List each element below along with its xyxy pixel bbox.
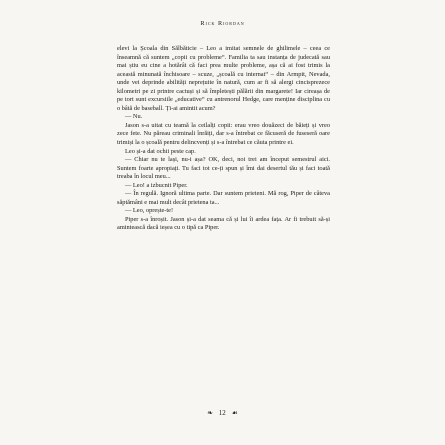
paragraph: Piper s-a înroșit. Jason și-a dat seama că și lui îi ardea fața. Ar fi trebuit să-și amintească dacă ieșea cu o tipă ca Piper.	[117, 215, 330, 232]
paragraph: Jason s-a uitat cu teamă la ceilalți copii: erau vreo douăzeci de băieți și vreo zece fete. Nu păreau criminali înrăiți, dar s-a întrebat ce făcuseră de fuseseră oare trimiși la o școală pentru delincvenți și s-a întrebat ce căuta printre ei.	[117, 121, 330, 147]
body-text	[117, 45, 330, 233]
ornament-right-icon: ☙	[231, 409, 238, 417]
paragraph: — Leo, oprește-te!	[125, 207, 174, 215]
ornament-left-icon: ❧	[207, 409, 214, 417]
paragraph: elevi la Școala din Sălbăticie – Leo a imitat semnele de ghilimele – ceea ce înseamnă că suntem „copii cu probleme“. Familia ta sau instanța de judecată sau mai știu eu cine a hotărât că faci prea multe probleme, așa că ai fost trimis la această minunată închisoare – scuze, „școală cu internat“ – din Armpit, Nevada, unde vei deprinde abilități neprețuite în natură, cum ar fi să alergi cincisprezece kilometri pe zi printre cactuși și să împletești pălării din margarete! Iar cireașa de pe tort sunt excursiile „educative“ cu antrenorul Hedge, care menține disciplina cu o bâtă de baseball. Ți-ai amintit acum?	[117, 45, 330, 112]
paragraph: Leo și-a dat ochii peste cap.	[125, 147, 196, 155]
paragraph: — Nu.	[125, 113, 143, 121]
paragraph: — În regulă. Ignoră ultima parte. Dar suntem prieteni. Mă rog, Piper de câteva săptămâni e mai mult decât prietena ta...	[117, 190, 330, 206]
running-head: Rick Riordan	[200, 20, 245, 27]
page-footer	[0, 409, 445, 417]
paragraph: — Chiar nu te lași, nu-i așa? OK, deci, noi trei am început semestrul aici. Suntem foarte apropiați. Tu faci tot ce-ți spun și îmi dai desertul tău și faci toată treaba în locul meu...	[117, 156, 330, 181]
page-number: 12	[218, 409, 226, 417]
paragraph: — Leo! a izbucnit Piper.	[125, 181, 188, 189]
